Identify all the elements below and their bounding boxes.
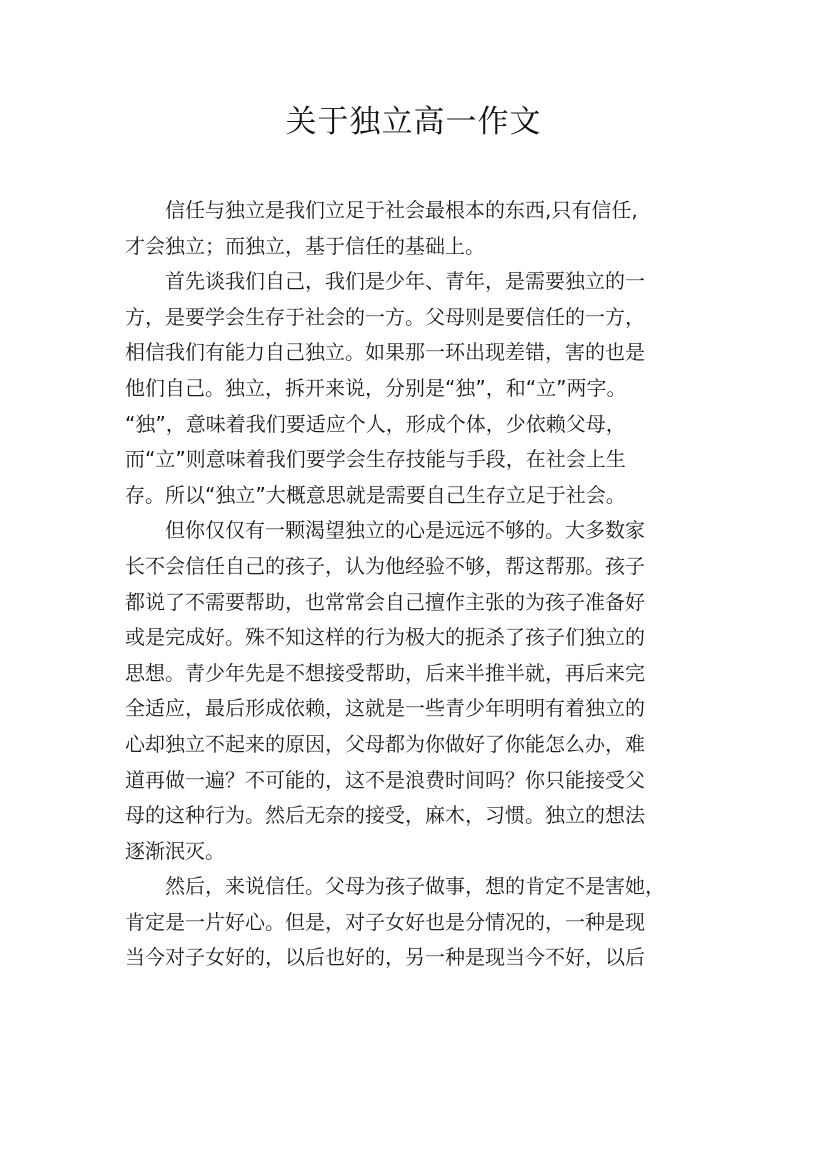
text-line: “独”，意味着我们要适应个人，形成个体，少依赖父母， [125, 411, 626, 436]
text-line: 首先谈我们自己，我们是少年、青年，是需要独立的一 [165, 269, 645, 294]
text-line: 才会独立；而独立，基于信任的基础上。 [125, 233, 485, 258]
essay-body [125, 193, 715, 976]
text-line: 母的这种行为。然后无奈的接受，麻木，习惯。独立的想法 [125, 803, 645, 828]
text-line: 都说了不需要帮助，也常常会自己擅作主张的为孩子准备好 [125, 589, 645, 614]
text-line: 然后，来说信任。父母为孩子做事，想的肯定不是害她， [165, 874, 665, 899]
text-line: 但你仅仅有一颗渴望独立的心是远远不够的。大多数家 [165, 518, 645, 543]
text-line: 而“立”则意味着我们要学会生存技能与手段，在社会上生 [125, 447, 626, 472]
text-line: 道再做一遍？不可能的，这不是浪费时间吗？你只能接受父 [125, 767, 645, 792]
text-line: 存。所以“独立”大概意思就是需要自己生存立足于社会。 [125, 482, 626, 507]
text-line: 思想。青少年先是不想接受帮助，后来半推半就，再后来完 [125, 660, 645, 685]
text-line: 肯定是一片好心。但是，对子女好也是分情况的，一种是现 [125, 909, 645, 934]
text-line: 心却独立不起来的原因，父母都为你做好了你能怎么办，难 [125, 731, 645, 756]
page-title: 关于独立高一作文 [285, 104, 542, 140]
text-line: 当今对子女好的，以后也好的，另一种是现当今不好，以后 [125, 945, 645, 970]
text-line: 或是完成好。殊不知这样的行为极大的扼杀了孩子们独立的 [125, 625, 645, 650]
text-line: 相信我们有能力自己独立。如果那一环出现差错，害的也是 [125, 340, 645, 365]
text-line: 逐渐泯灭。 [125, 838, 225, 863]
text-line: 长不会信任自己的孩子，认为他经验不够，帮这帮那。孩子 [125, 553, 645, 578]
text-line: 方，是要学会生存于社会的一方。父母则是要信任的一方， [125, 304, 645, 329]
text-line: 信任与独立是我们立足于社会最根本的东西,只有信任, [165, 198, 638, 222]
text-line: 全适应，最后形成依赖，这就是一些青少年明明有着独立的 [125, 696, 645, 721]
text-line: 他们自己。独立，拆开来说，分别是“独”，和“立”两字。 [125, 375, 627, 400]
